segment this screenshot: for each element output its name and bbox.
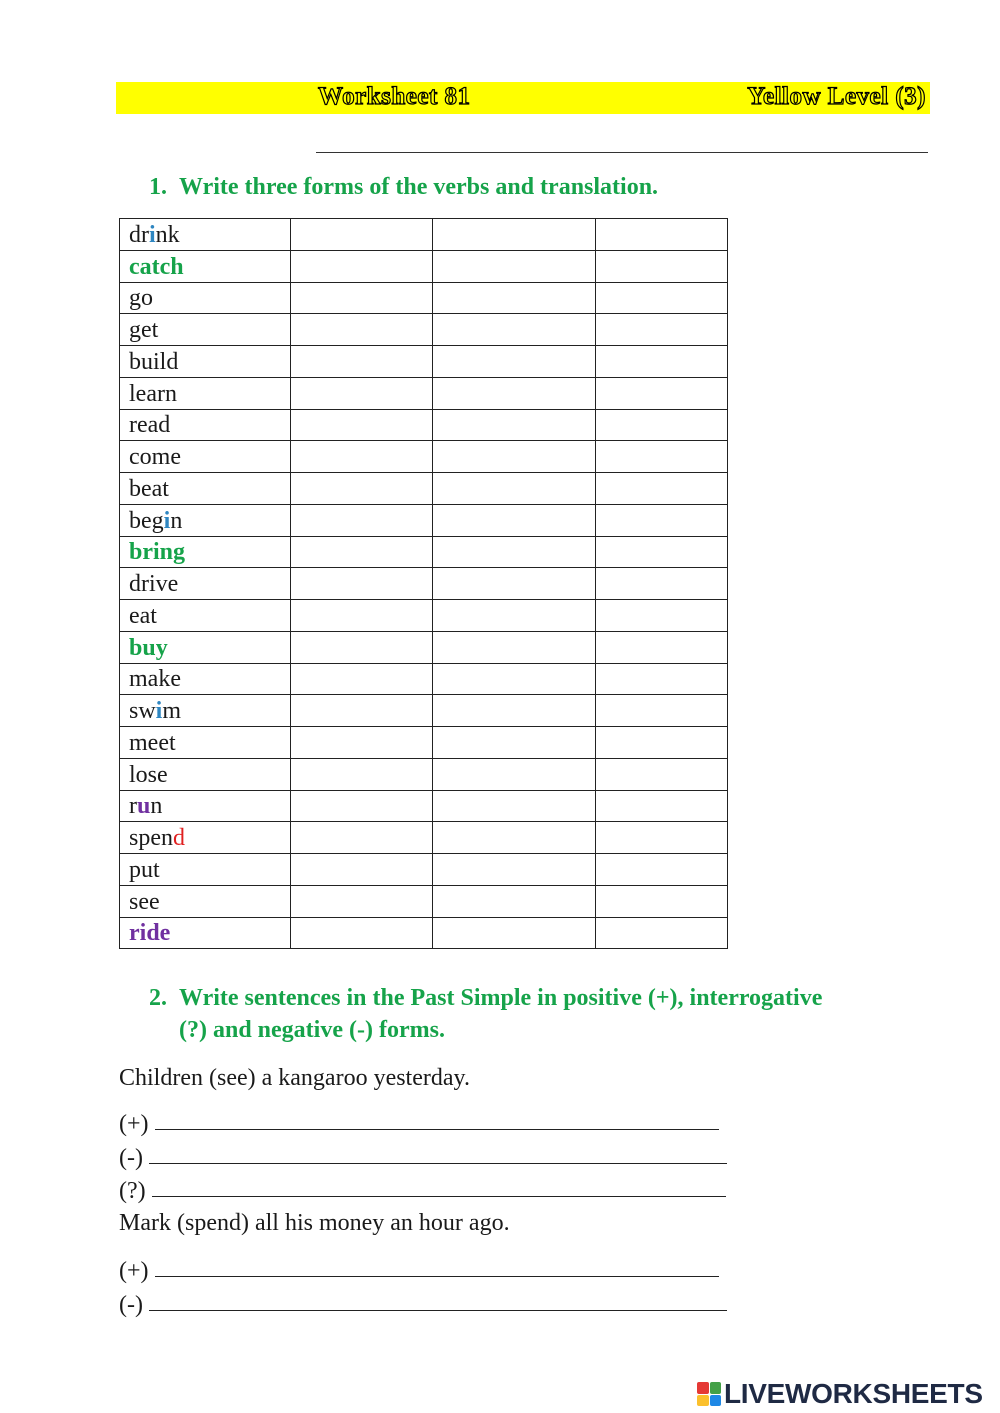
verb-row [120, 409, 728, 441]
verb-base-cell [120, 441, 291, 473]
verb-base-cell [120, 822, 291, 854]
past-participle-cell[interactable] [433, 377, 596, 409]
past-simple-cell[interactable] [291, 346, 433, 378]
worksheet-number: Worksheet 81 [318, 83, 471, 110]
verb-base-cell [120, 568, 291, 600]
verb-row [120, 377, 728, 409]
verb-text: go [129, 285, 153, 312]
verb-forms-table [119, 218, 728, 949]
translation-cell[interactable] [596, 473, 728, 505]
verb-row [120, 727, 728, 759]
answer-input-positive-1[interactable] [155, 1129, 719, 1130]
past-participle-cell[interactable] [433, 631, 596, 663]
past-simple-cell[interactable] [291, 663, 433, 695]
translation-cell[interactable] [596, 663, 728, 695]
verb-text: meet [129, 729, 176, 756]
verb-row [120, 314, 728, 346]
past-participle-cell[interactable] [433, 885, 596, 917]
translation-cell[interactable] [596, 282, 728, 314]
past-simple-cell[interactable] [291, 790, 433, 822]
verb-text: ride [129, 920, 171, 947]
verb-base-cell [120, 758, 291, 790]
translation-cell[interactable] [596, 695, 728, 727]
past-participle-cell[interactable] [433, 568, 596, 600]
verb-base-cell [120, 504, 291, 536]
verb-base-cell [120, 727, 291, 759]
translation-cell[interactable] [596, 790, 728, 822]
verb-row [120, 663, 728, 695]
translation-cell[interactable] [596, 504, 728, 536]
task1-title: Write three forms of the verbs and translation. [179, 174, 659, 200]
verb-row [120, 219, 728, 251]
translation-cell[interactable] [596, 409, 728, 441]
verb-base-cell [120, 695, 291, 727]
translation-cell[interactable] [596, 631, 728, 663]
translation-cell[interactable] [596, 600, 728, 632]
task1-heading [149, 171, 658, 203]
task1-number: 1. [149, 174, 167, 200]
verb-text: nk [155, 221, 180, 248]
negative-label: (-) [119, 1145, 143, 1171]
verb-text: d [173, 825, 185, 851]
verb-text: make [129, 666, 181, 693]
verb-base-cell [120, 314, 291, 346]
verb-text: see [129, 888, 160, 915]
translation-cell[interactable] [596, 346, 728, 378]
answer-row-positive-2 [119, 1256, 719, 1286]
verb-text: i [149, 221, 156, 248]
verb-text: m [162, 698, 182, 724]
verb-row [120, 854, 728, 886]
task2-heading-cont [179, 1014, 445, 1046]
translation-cell[interactable] [596, 536, 728, 568]
past-simple-cell[interactable] [291, 854, 433, 886]
past-simple-cell[interactable] [291, 536, 433, 568]
verb-row [120, 250, 728, 282]
answer-input-question-1[interactable] [152, 1196, 726, 1197]
translation-cell[interactable] [596, 917, 728, 949]
liveworksheets-logo[interactable] [697, 1378, 983, 1410]
verb-text: eat [129, 602, 157, 629]
verb-text: lose [129, 761, 168, 788]
verb-base-cell [120, 600, 291, 632]
verb-row [120, 885, 728, 917]
answer-input-negative-2[interactable] [149, 1310, 727, 1311]
answer-row-negative-1 [119, 1143, 727, 1173]
name-line [316, 152, 928, 153]
verb-row [120, 568, 728, 600]
past-simple-cell[interactable] [291, 600, 433, 632]
logo-square-icon [697, 1395, 709, 1407]
logo-square-icon [710, 1395, 722, 1407]
verb-text: build [129, 348, 179, 375]
verb-base-cell [120, 536, 291, 568]
verb-text: read [129, 412, 171, 439]
past-participle-cell[interactable] [433, 917, 596, 949]
verb-text: r [129, 793, 137, 820]
verb-text: drive [129, 571, 179, 597]
verb-base-cell [120, 219, 291, 251]
negative-label: (-) [119, 1292, 143, 1318]
verb-row [120, 346, 728, 378]
verb-row [120, 822, 728, 854]
past-simple-cell[interactable] [291, 695, 433, 727]
translation-cell[interactable] [596, 219, 728, 251]
liveworksheets-logo-icon [697, 1382, 721, 1406]
past-participle-cell[interactable] [433, 536, 596, 568]
worksheet-level: Yellow Level (3) [747, 83, 926, 110]
verb-row [120, 917, 728, 949]
task2-title-line2: (?) and negative (-) forms. [179, 1017, 445, 1043]
past-simple-cell[interactable] [291, 250, 433, 282]
verb-base-cell [120, 663, 291, 695]
verb-row [120, 441, 728, 473]
verb-text: n [150, 793, 163, 820]
past-participle-cell[interactable] [433, 346, 596, 378]
logo-square-icon [697, 1382, 709, 1394]
translation-cell[interactable] [596, 377, 728, 409]
verb-text: bring [129, 539, 186, 566]
answer-row-negative-2 [119, 1290, 727, 1320]
past-participle-cell[interactable] [433, 758, 596, 790]
verb-text: sw [129, 698, 156, 724]
verb-base-cell [120, 790, 291, 822]
past-simple-cell[interactable] [291, 377, 433, 409]
verb-text: i [163, 507, 171, 534]
past-participle-cell[interactable] [433, 663, 596, 695]
past-participle-cell[interactable] [433, 600, 596, 632]
verb-text: learn [129, 380, 177, 407]
past-participle-cell[interactable] [433, 695, 596, 727]
sentence-1: Children (see) a kangaroo yesterday. [119, 1065, 470, 1091]
translation-cell[interactable] [596, 727, 728, 759]
verb-row [120, 695, 728, 727]
task2-heading [149, 982, 822, 1014]
verb-row [120, 758, 728, 790]
past-simple-cell[interactable] [291, 409, 433, 441]
past-simple-cell[interactable] [291, 504, 433, 536]
past-participle-cell[interactable] [433, 409, 596, 441]
task2-number: 2. [149, 985, 167, 1011]
liveworksheets-brand: LIVEWORKSHEETS [724, 1378, 983, 1409]
verb-row [120, 631, 728, 663]
verb-text: spen [129, 825, 173, 851]
past-participle-cell[interactable] [433, 441, 596, 473]
verb-row [120, 473, 728, 505]
translation-cell[interactable] [596, 854, 728, 886]
verb-text: n [170, 507, 183, 534]
answer-input-positive-2[interactable] [155, 1276, 719, 1277]
verb-text: buy [129, 634, 168, 661]
past-simple-cell[interactable] [291, 822, 433, 854]
verb-row [120, 536, 728, 568]
verb-row [120, 504, 728, 536]
verb-text: beg [129, 507, 164, 534]
translation-cell[interactable] [596, 250, 728, 282]
verb-base-cell [120, 917, 291, 949]
translation-cell[interactable] [596, 885, 728, 917]
past-simple-cell[interactable] [291, 885, 433, 917]
verb-row [120, 600, 728, 632]
past-simple-cell[interactable] [291, 727, 433, 759]
past-participle-cell[interactable] [433, 282, 596, 314]
past-simple-cell[interactable] [291, 314, 433, 346]
answer-row-positive-1 [119, 1109, 719, 1139]
past-participle-cell[interactable] [433, 473, 596, 505]
translation-cell[interactable] [596, 822, 728, 854]
translation-cell[interactable] [596, 441, 728, 473]
translation-cell[interactable] [596, 568, 728, 600]
verb-base-cell [120, 377, 291, 409]
translation-cell[interactable] [596, 758, 728, 790]
verb-base-cell [120, 282, 291, 314]
past-simple-cell[interactable] [291, 917, 433, 949]
verb-text: beat [129, 475, 169, 502]
verb-text: come [129, 444, 181, 470]
verb-text: i [155, 698, 163, 724]
past-participle-cell[interactable] [433, 219, 596, 251]
verb-row [120, 282, 728, 314]
past-participle-cell[interactable] [433, 854, 596, 886]
past-simple-cell[interactable] [291, 631, 433, 663]
past-simple-cell[interactable] [291, 219, 433, 251]
verb-text: u [137, 793, 151, 820]
past-participle-cell[interactable] [433, 822, 596, 854]
answer-input-negative-1[interactable] [149, 1163, 727, 1164]
past-simple-cell[interactable] [291, 758, 433, 790]
translation-cell[interactable] [596, 314, 728, 346]
past-simple-cell[interactable] [291, 568, 433, 600]
verb-base-cell [120, 346, 291, 378]
past-participle-cell[interactable] [433, 504, 596, 536]
verb-base-cell [120, 250, 291, 282]
verb-base-cell [120, 631, 291, 663]
past-participle-cell[interactable] [433, 314, 596, 346]
verb-base-cell [120, 473, 291, 505]
verb-base-cell [120, 885, 291, 917]
verb-text: dr [129, 221, 149, 248]
past-participle-cell[interactable] [433, 250, 596, 282]
question-label: (?) [119, 1178, 146, 1204]
past-simple-cell[interactable] [291, 282, 433, 314]
verb-base-cell [120, 854, 291, 886]
past-simple-cell[interactable] [291, 473, 433, 505]
answer-row-question-1 [119, 1176, 726, 1206]
past-participle-cell[interactable] [433, 727, 596, 759]
positive-label: (+) [119, 1258, 149, 1284]
verb-text: catch [129, 253, 184, 280]
verb-text: put [129, 856, 160, 883]
verb-text: get [129, 317, 159, 343]
sentence-2: Mark (spend) all his money an hour ago. [119, 1210, 510, 1236]
worksheet-header-banner [116, 82, 930, 114]
past-simple-cell[interactable] [291, 441, 433, 473]
verb-row [120, 790, 728, 822]
logo-square-icon [710, 1382, 722, 1394]
positive-label: (+) [119, 1111, 149, 1137]
past-participle-cell[interactable] [433, 790, 596, 822]
verb-base-cell [120, 409, 291, 441]
task2-title-line1: Write sentences in the Past Simple in positive (+), interrogative [179, 985, 823, 1011]
